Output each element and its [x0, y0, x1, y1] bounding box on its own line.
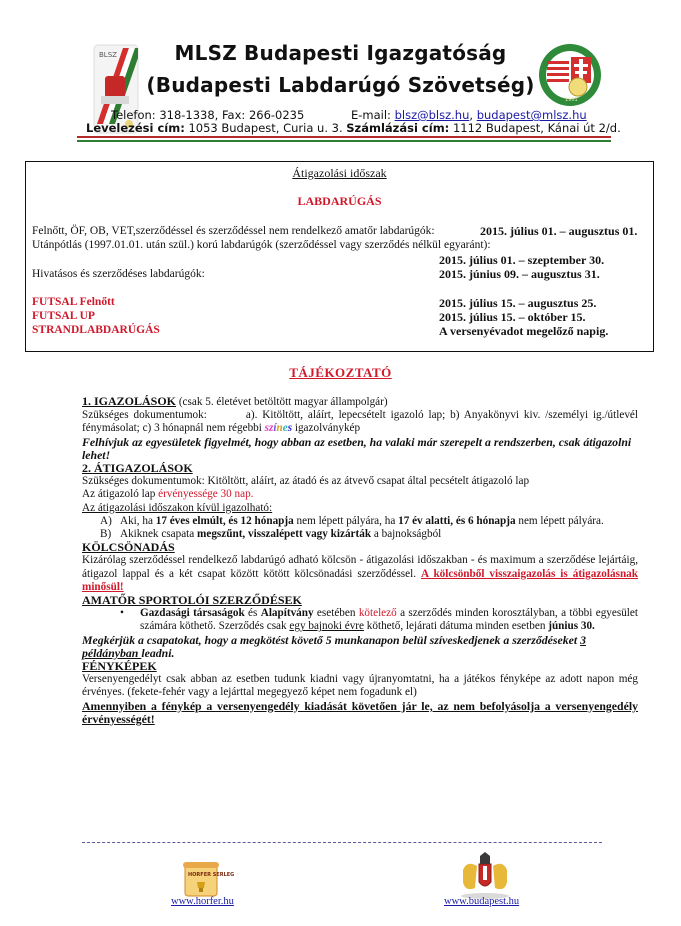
contact-line: Telefon: 318-1338, Fax: 266-0235 E-mail: blsz@blsz.hu, budapest@mlsz.hu — [111, 108, 587, 122]
documents-text: Szükséges dokumentumok: a). Kitöltött, aláírt, lepecsételt igazoló lap; b) Anyakönyvi kiv. /személyi ig./útlevél fénymásolat; c) 3 hónapnál nem régebbi — [82, 409, 641, 435]
loan-warning: A kölcsönből visszaigazolás is átigazolásnak minősül! — [82, 567, 638, 593]
period-row-dates: 2015. július 15. – augusztus 25. — [439, 296, 597, 310]
period-row-dates: 2015. július 01. – szeptember 30. — [439, 253, 605, 267]
email-link-budapest[interactable]: budapest@mlsz.hu — [476, 108, 587, 122]
kolcsonadas-text — [82, 554, 638, 594]
mlsz-logo-year: 1901 — [565, 97, 578, 103]
horfer-logo[interactable] — [183, 860, 235, 900]
mail-address-label: Levelezési cím: — [86, 121, 185, 135]
bullet-text: a szerződés minden korosztályban, a többi egyesület számára köthető. Szerződés csak — [140, 607, 638, 633]
request-text: Megkérjük a csapatokat, hogy a megkötést követő 5 munkanapon belül szíveskedjenek a szerződéseket — [82, 632, 581, 647]
period-row-dates: 2015. július 15. – október 15. — [439, 310, 586, 324]
amator-bullet — [82, 607, 638, 633]
loan-text: Kizárólag szerződéssel rendelkező labdarúgó adható kölcsön - átigazolási időszakban - és maximum a szerződése lejártáig, átigazol lappal és a két csapat között kötött kölcsönadási szerződéssel. — [82, 554, 638, 580]
period-row-dates: A versenyévadot megelőző napig. — [439, 324, 609, 338]
transfer-period-box — [25, 161, 654, 352]
bullet-bold: Alapítvány — [260, 607, 314, 620]
section-note: (csak 5. életévet betöltött magyar állampolgár) — [178, 396, 388, 408]
case-text: a bajnokságból — [371, 528, 442, 541]
case-bold: 17 éves elmúlt, és 12 hónapja — [155, 514, 294, 527]
info-title: TÁJÉKOZTATÓ — [289, 365, 392, 380]
bullet-text: és — [244, 607, 261, 620]
billing-address: 1112 Budapest, Kánai út 2/d. — [452, 121, 621, 135]
period-row-label: Hivatásos és szerződéses labdarúgók: — [32, 268, 205, 280]
section-heading-kolcsonadas: KÖLCSÖNADÁS — [82, 540, 175, 555]
header-divider-green — [77, 140, 611, 142]
bullet-text: esetében — [313, 607, 359, 620]
bullet-bold: június 30. — [548, 620, 595, 633]
mlsz-logo — [538, 43, 602, 107]
email-label: E-mail: — [351, 108, 391, 122]
section-heading-atigazolasok: 2. ÁTIGAZOLÁSOK — [82, 461, 193, 476]
colored-letter: í — [273, 422, 277, 435]
bullet-underline: egy bajnoki évre — [289, 620, 364, 633]
period-title: Átigazolási időszak — [292, 166, 387, 180]
request-text: leadni. — [141, 645, 175, 660]
outside-period-heading: Az átigazolási időszakon kívül igazolható: — [82, 501, 273, 514]
documents-text-end: igazolványkép — [292, 422, 361, 435]
budapest-link[interactable]: www.budapest.hu — [444, 896, 520, 907]
header-divider-red — [77, 136, 611, 138]
case-text: nem lépett pályára. — [515, 514, 604, 527]
case-text: nem lépett pályára, ha — [293, 514, 399, 527]
mandatory-highlight: kötelező — [358, 607, 397, 620]
fenykepek-note: Amennyiben a fénykép a versenyengedély kiadását követően jár le, az nem befolyásolja a versenyengedély érvényességét! — [82, 698, 638, 726]
org-title: MLSZ Budapesti Igazgatóság — [174, 41, 507, 65]
org-subtitle: (Budapesti Labdarúgó Szövetség) — [146, 73, 535, 97]
validity-text: Az átigazoló lap — [82, 488, 159, 501]
validity-highlight: érvényessége 30 nap. — [158, 488, 254, 501]
section-heading-fenykepek: FÉNYKÉPEK — [82, 659, 157, 674]
horfer-link[interactable]: www.horfer.hu — [171, 896, 234, 907]
info-content — [82, 394, 641, 726]
email-link-blsz[interactable]: blsz@blsz.hu — [394, 108, 470, 122]
bullet-text: köthető, lejárati dátuma minden esetben — [363, 620, 549, 633]
footer-divider — [82, 842, 602, 843]
case-text: Akiknek csapata — [120, 528, 198, 541]
billing-address-label: Számlázási cím: — [346, 121, 450, 135]
period-subtitle: LABDARÚGÁS — [297, 194, 382, 208]
period-row-dates: 2015. június 09. – augusztus 31. — [439, 267, 600, 281]
colored-letter: e — [282, 422, 288, 435]
section-heading-amator: AMATŐR SPORTOLÓI SZERZŐDÉSEK — [82, 593, 302, 608]
address-line — [86, 121, 621, 135]
case-label: B) — [100, 528, 112, 541]
blsz-logo-text: BLSZ — [99, 51, 117, 59]
bullet-icon: • — [120, 607, 124, 620]
phone-fax: Telefon: 318-1338, Fax: 266-0235 — [111, 108, 305, 122]
period-row-label: Felnőtt, ÖF, OB, VET,szerződéssel és szerződéssel nem rendelkező amatőr labdarúgók: — [32, 225, 435, 237]
case-bold: 17 év alatti, és 6 hónapja — [398, 514, 516, 527]
period-row-dates: 2015. július 01. – augusztus 01. — [480, 224, 638, 238]
colored-letter: n — [276, 422, 283, 435]
igazolas-documents — [82, 409, 641, 435]
atigazolas-documents: Szükséges dokumentumok: Kitöltött, aláírt, az átadó és az átvevő csapat által pecsételt átigazoló lap — [82, 475, 530, 488]
period-row-label: STRANDLABDARÚGÁS — [32, 324, 160, 336]
case-bold: megszűnt, visszalépett vagy kizárták — [197, 528, 372, 541]
colored-letter: sz — [264, 422, 274, 435]
amator-request — [82, 634, 638, 660]
case-label: A) — [100, 514, 112, 527]
period-row-label: FUTSAL Felnőtt — [32, 296, 115, 308]
request-underline: 3 példányban — [82, 632, 586, 660]
fenykepek-text: Versenyengedélyt csak abban az esetben tudunk kiadni vagy újranyomtatni, ha a játékos fényképe az adott napon még érvényes. (fekete-fehér vagy a lejárttal megegyező képet nem fogadunk el) — [82, 673, 638, 699]
bullet-bold: Gazdasági társaságok — [140, 607, 245, 620]
case-text: Aki, ha — [120, 514, 156, 527]
igazolas-warning: Felhívjuk az egyesületek figyelmét, hogy abban az esetben, ha valaki már szerepelt a rendszerben, csak átigazolni lehet! — [82, 434, 632, 462]
colored-letter: s — [287, 422, 293, 435]
atigazolas-validity — [82, 488, 638, 501]
budapest-coat-of-arms[interactable] — [457, 852, 513, 900]
period-row-label: Utánpótlás (1997.01.01. után szül.) korú labdarúgók (szerződéssel vagy szerződés nélkül egyaránt): — [32, 239, 491, 251]
outside-case-a — [82, 515, 638, 528]
horfer-logo-text: HORFER SERLEG — [188, 872, 235, 878]
mail-address: 1053 Budapest, Curia u. 3. — [188, 121, 343, 135]
section-heading-igazolasok: 1. IGAZOLÁSOK — [82, 394, 177, 408]
period-row-label: FUTSAL UP — [32, 310, 95, 322]
